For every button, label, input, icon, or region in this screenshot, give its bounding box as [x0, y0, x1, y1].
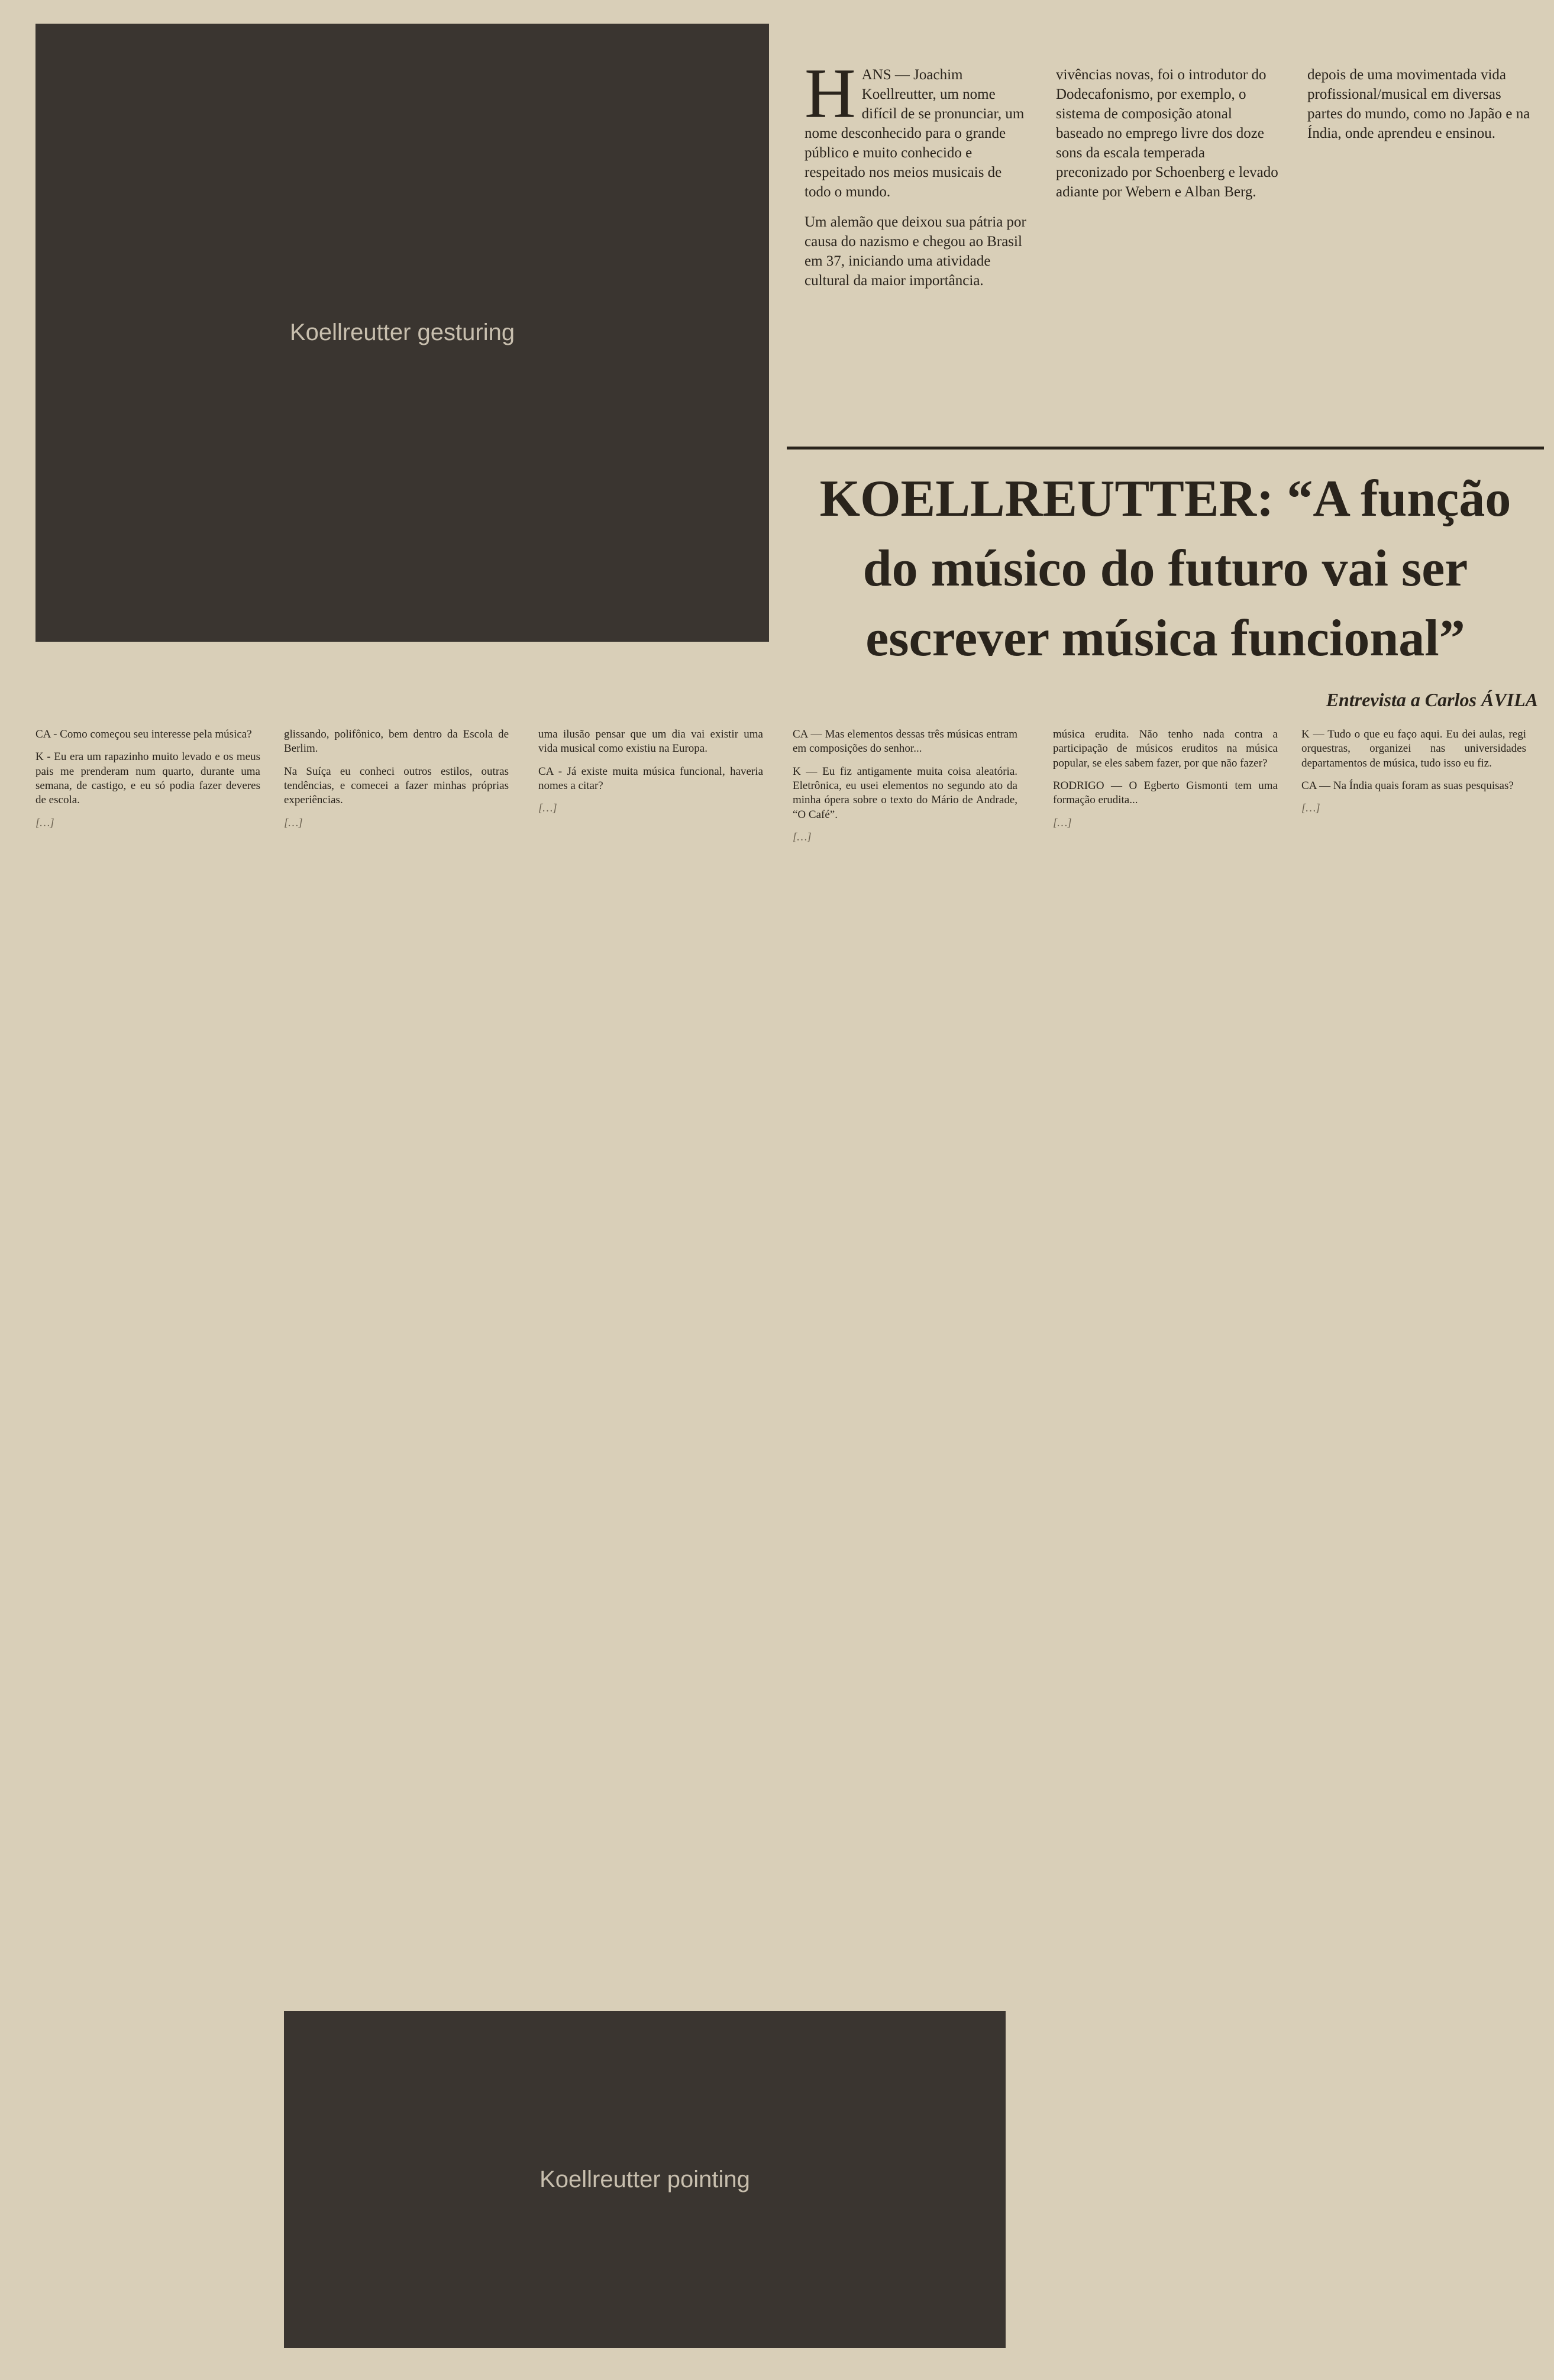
col1-p2: K - Eu era um rapazinho muito levado e os meus pais me prenderam num quarto, durante uma semana, de castigo, e eu só podia fazer deveres de escola. [35, 751, 260, 807]
col1-p1: CA - Como começou seu interesse pela música? [35, 728, 252, 740]
photo-top [35, 24, 769, 642]
intro-col-2 [1056, 65, 1281, 212]
col5-more: […] [1053, 816, 1072, 829]
intro-p2: Um alemão que deixou sua pátria por causa do nazismo e chegou ao Brasil em 37, iniciando uma atividade cultural da maior importância. [805, 214, 1026, 289]
column-6 [1301, 727, 1526, 824]
headline-rule [787, 447, 1544, 450]
intro-col-3 [1307, 65, 1532, 154]
column-1 [35, 727, 260, 839]
col2-p2: Na Suíça eu conheci outros estilos, outras tendências, e comecei a fazer minhas próprias experiências. [284, 765, 509, 807]
byline: Entrevista a Carlos ÁVILA [1326, 689, 1538, 710]
col6-p1: K — Tudo o que eu faço aqui. Eu dei aulas, regi orquestras, organizei nas universidades departamentos de música, tudo isso eu fiz. [1301, 728, 1526, 769]
column-4 [793, 727, 1017, 853]
intro-p1: ANS — Joachim Koellreutter, um nome difícil de se pronunciar, um nome desconhecido para o grande público e muito conhecido e respeitado nos meios musicais de todo o mundo. [805, 67, 1025, 200]
col4-more: […] [793, 830, 812, 843]
col4-p1: CA — Mas elementos dessas três músicas entram em composições do senhor... [793, 728, 1017, 755]
col1-more: […] [35, 816, 54, 829]
intro-col-1 [805, 54, 1029, 301]
col3-more: […] [538, 802, 557, 815]
col6-p2: CA — Na Índia quais foram as suas pesquisas? [1301, 779, 1514, 792]
intro-p3: vivências novas, foi o introdutor do Dodecafonismo, por exemplo, o sistema de composição atonal baseado no emprego livre dos doze sons da escala temperada preconizado por Schoenberg e levado adiante por Webern e Alban Berg. [1056, 67, 1278, 200]
col2-more: […] [284, 816, 303, 829]
col4-p2: K — Eu fiz antigamente muita coisa aleatória. Eletrônica, eu usei elementos no segundo ato da minha ópera sobre o texto do Mário de Andrade, “O Café”. [793, 765, 1017, 821]
col6-more: […] [1301, 802, 1320, 815]
dropcap: H [805, 54, 856, 132]
col5-p1: música erudita. Não tenho nada contra a participação de músicos eruditos na música popular, se eles sabem fazer, por que não fazer? [1053, 728, 1278, 769]
column-5 [1053, 727, 1278, 839]
column-2 [284, 727, 509, 839]
photo-top-caption: Koellreutter gesturing [289, 319, 515, 345]
headline: KOELLREUTTER: “A função do músico do futuro vai ser escrever música funcional” [819, 470, 1511, 667]
photo-bottom-caption: Koellreutter pointing [539, 2166, 750, 2193]
col3-p1: uma ilusão pensar que um dia vai existir uma vida musical como existiu na Europa. [538, 728, 763, 755]
photo-bottom [284, 2011, 1006, 2348]
col5-p2: RODRIGO — O Egberto Gismonti tem uma formação erudita... [1053, 779, 1278, 807]
intro-p4: depois de uma movimentada vida profissional/musical em diversas partes do mundo, como no Japão e na Índia, onde aprendeu e ensinou. [1307, 67, 1530, 141]
column-3 [538, 727, 763, 824]
col3-p2: CA - Já existe muita música funcional, haveria nomes a citar? [538, 765, 763, 792]
col2-p1: glissando, polifônico, bem dentro da Escola de Berlim. [284, 728, 509, 755]
